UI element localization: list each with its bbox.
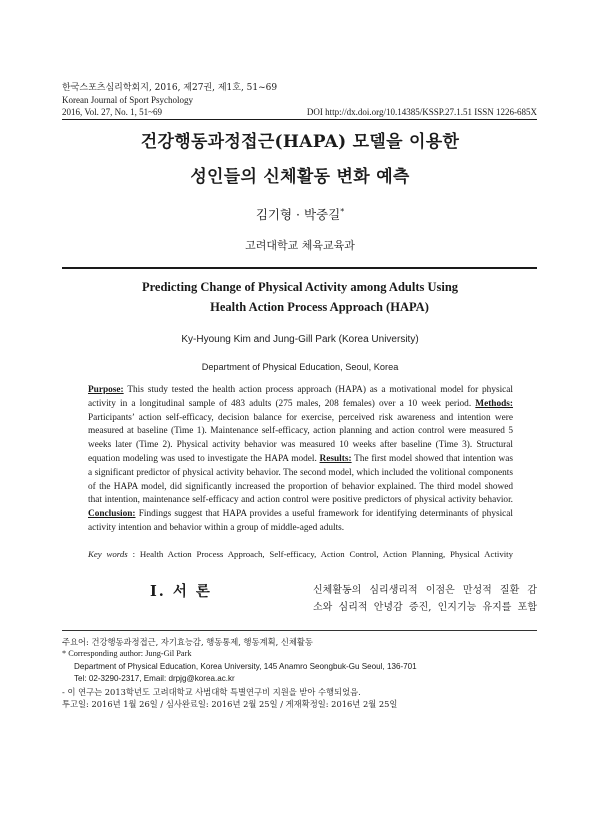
journal-header: [62, 82, 277, 118]
title-divider: [62, 267, 537, 269]
footnote-contact: Tel: 02-3290-2317, Email: drpjg@korea.ac.kr: [74, 674, 235, 684]
section-heading-introduction: I. 서 론: [150, 583, 212, 600]
header-divider: [62, 119, 537, 120]
korean-affiliation: 고려대학교 체육교육과: [245, 239, 355, 252]
body-text-line-2: 소와 심리적 안녕감 증진, 인지기능 유지를 포함: [313, 602, 537, 613]
abstract-purpose-label: Purpose:: [88, 385, 124, 395]
footnotes: [62, 636, 537, 710]
abstract-conclusion-text: Findings suggest that HAPA provides a useful framework for identifying determinants of physical activity intention and behavior within a group of middle-aged adults.: [88, 509, 513, 533]
footnote-funding: - 이 연구는 2013학년도 고려대학교 사범대학 특별연구비 지원을 받아 수행되었음.: [62, 686, 361, 697]
journal-title-korean: 한국스포츠심리학회지, 2016, 제27권, 제1호, 51~69: [62, 83, 278, 93]
abstract: [88, 384, 513, 536]
keywords: [88, 548, 513, 561]
abstract-purpose-text: This study tested the health action process approach (HAPA) as a motivational model for physical activity in a longitudinal sample of 483 adults (275 males, 208 females) over a 10 week period.: [88, 385, 514, 409]
footnote-address: Department of Physical Education, Korea University, 145 Anamro Seongbuk-Gu Seoul, 136-701: [74, 661, 417, 671]
english-title-line-1: Predicting Change of Physical Activity among Adults Using: [141, 280, 459, 294]
english-authors: Ky-Hyoung Kim and Jung-Gill Park (Korea University): [181, 334, 419, 345]
korean-author-names: 김기형 · 박중길: [255, 207, 341, 222]
body-text-column: [313, 582, 537, 616]
abstract-results-text: The first model showed that intention was a significant predictor of physical activity behavior. The second model, which included the volitional components of the HAPA model, did significantly increased the proportion of behavior explained. The third model showed that intention, maintenance self-efficacy and action control were positive predictors of physical activity behavior.: [88, 453, 514, 506]
korean-authors: [0, 204, 600, 223]
journal-title-english: Korean Journal of Sport Psychology: [62, 95, 193, 105]
footnote-divider: [62, 630, 537, 631]
korean-title-line-2: 성인들의 신체활동 변화 예측: [190, 167, 410, 187]
english-title-line-2: Health Action Process Approach (HAPA): [210, 300, 429, 314]
keywords-label: Key words: [88, 549, 128, 559]
corresponding-author-mark: *: [340, 207, 345, 216]
korean-title-line-1: 건강행동과정접근(HAPA) 모델을 이용한: [140, 132, 460, 152]
abstract-conclusion-label: Conclusion:: [88, 509, 136, 520]
english-affiliation: Department of Physical Education, Seoul, Korea: [201, 362, 399, 372]
body-text-line-1: 신체활동의 심리생리적 이점은 만성적 질환 감: [313, 585, 537, 596]
keywords-text: : Health Action Process Approach, Self-efficacy, Action Control, Action Planning, Physical Activity: [132, 549, 514, 559]
journal-volume-info: 2016, Vol. 27, No. 1, 51~69: [62, 107, 163, 117]
doi-issn: DOI http://dx.doi.org/10.14385/KSSP.27.1.51 ISSN 1226-685X: [306, 107, 537, 117]
footnote-dates: 투고일: 2016년 1월 26일 / 심사완료일: 2016년 2월 25일 / 게재확정일: 2016년 2월 25일: [62, 699, 398, 710]
abstract-methods-text: Participants’ action self-efficacy, decision balance for exercise, perceived risk awareness and intention were measured at baseline (Time 1). Maintenance self-efficacy, action planning and action control were measured 5 weeks later (Time 2). Physical activity behavior was measured 10 weeks after baseline (Time 3). Structural equation modeling was used to investigate the HAPA model.: [88, 412, 513, 464]
footnote-corresponding-author: * Corresponding author: Jung-Gil Park: [62, 649, 192, 659]
abstract-results-label: Results:: [319, 453, 352, 464]
footnote-korean-keywords: 주요어: 건강행동과정접근, 자기효능감, 행동통제, 행동계획, 신체활동: [62, 637, 313, 647]
abstract-methods-label: Methods:: [475, 398, 513, 409]
